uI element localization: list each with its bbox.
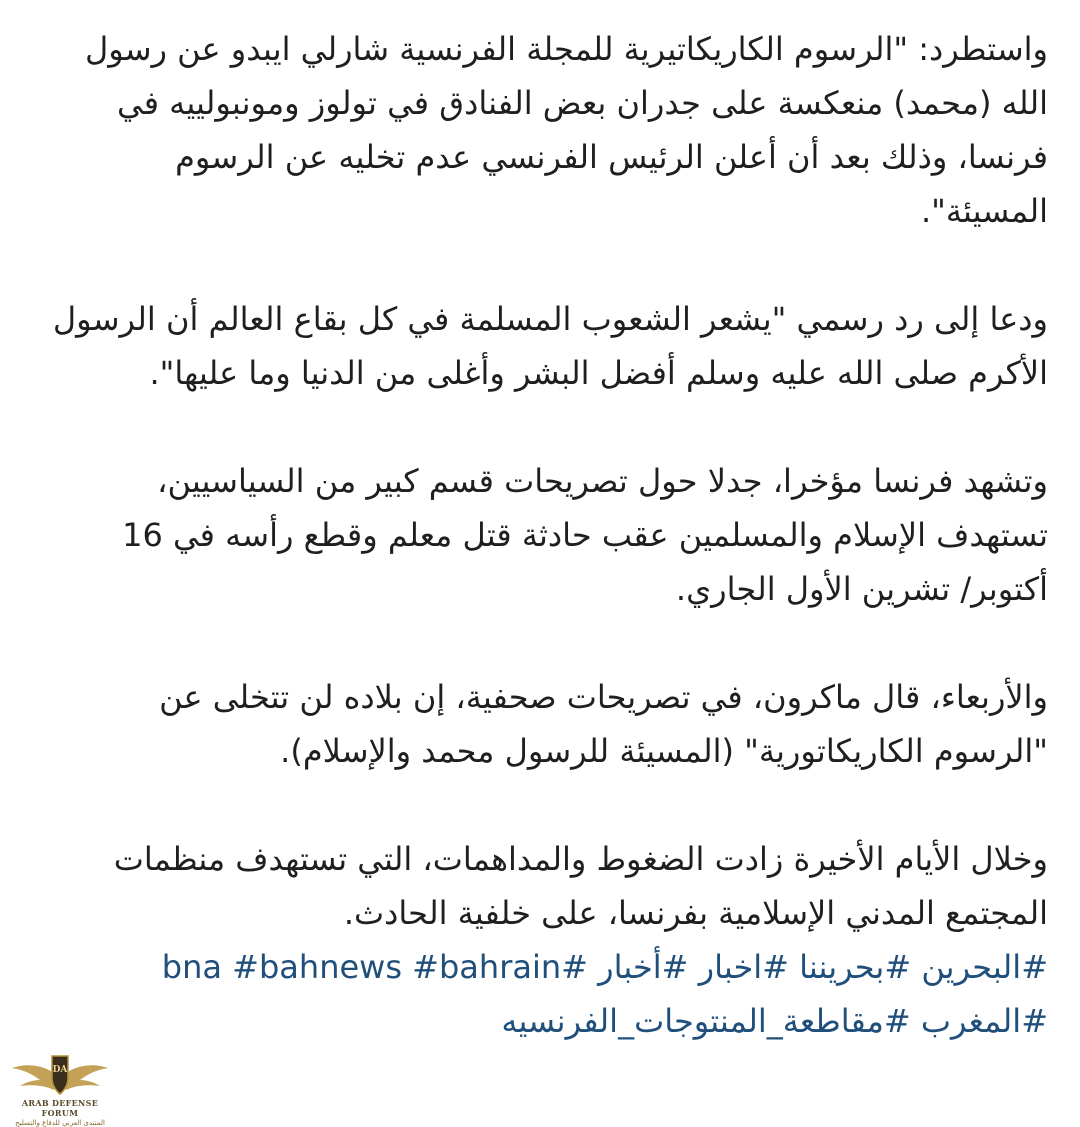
hashtag-link[interactable]: #bahnews	[232, 948, 402, 986]
hashtag-link[interactable]: #bahrain	[412, 948, 562, 986]
hashtag-line-1	[38, 940, 1048, 994]
hashtag-link[interactable]: #بحريننا	[799, 948, 912, 986]
hashtag-link[interactable]: #أخبار	[598, 948, 689, 986]
hashtag-list	[38, 940, 1048, 1048]
watermark-subtitle: المنتدى العربي للدفاع والتسليح	[15, 1119, 105, 1127]
paragraph-5: وخلال الأيام الأخيرة زادت الضغوط والمداهمات، التي تستهدف منظمات المجتمع المدني الإسلامية بفرنسا، على خلفية الحادث.	[113, 840, 1048, 932]
hashtag-link[interactable]: #البحرين	[921, 948, 1048, 986]
logo-initials: DA	[52, 1065, 68, 1075]
paragraph-4: والأربعاء، قال ماكرون، في تصريحات صحفية، إن بلاده لن تتخلى عن "الرسوم الكاريكاتورية" (المسيئة للرسول محمد والإسلام).	[159, 678, 1048, 770]
watermark-title: ARAB DEFENSE FORUM	[21, 1098, 99, 1118]
paragraph-1: واستطرد: "الرسوم الكاريكاتيرية للمجلة الفرنسية شارلي ايبدو عن رسول الله (محمد) منعكسة على جدران بعض الفنادق في تولوز ومونبولييه في فرنسا، وذلك بعد أن أعلن الرئيس الفرنسي عدم تخليه عن الرسوم المسيئة".	[84, 30, 1048, 230]
hashtag-link[interactable]: #مقاطعة_المنتوجات_الفرنسيه	[501, 1002, 911, 1040]
hashtag-link[interactable]: #المغرب	[920, 1002, 1048, 1040]
paragraph-3: وتشهد فرنسا مؤخرا، جدلا حول تصريحات قسم كبير من السياسيين، تستهدف الإسلام والمسلمين عقب حادثة قتل معلم وقطع رأسه في 16 أكتوبر/ تشرين الأول الجاري.	[122, 462, 1048, 608]
hashtag-link[interactable]: #اخبار	[698, 948, 789, 986]
hashtag-line-2	[38, 994, 1048, 1048]
eagle-wings-icon	[10, 1048, 110, 1100]
watermark-logo	[8, 1048, 112, 1126]
article-body	[38, 22, 1048, 1048]
hashtag-link[interactable]: #bna	[161, 948, 588, 986]
paragraph-2: ودعا إلى رد رسمي "يشعر الشعوب المسلمة في كل بقاع العالم أن الرسول الأكرم صلى الله عليه وسلم أفضل البشر وأغلى من الدنيا وما عليها".	[52, 300, 1048, 392]
